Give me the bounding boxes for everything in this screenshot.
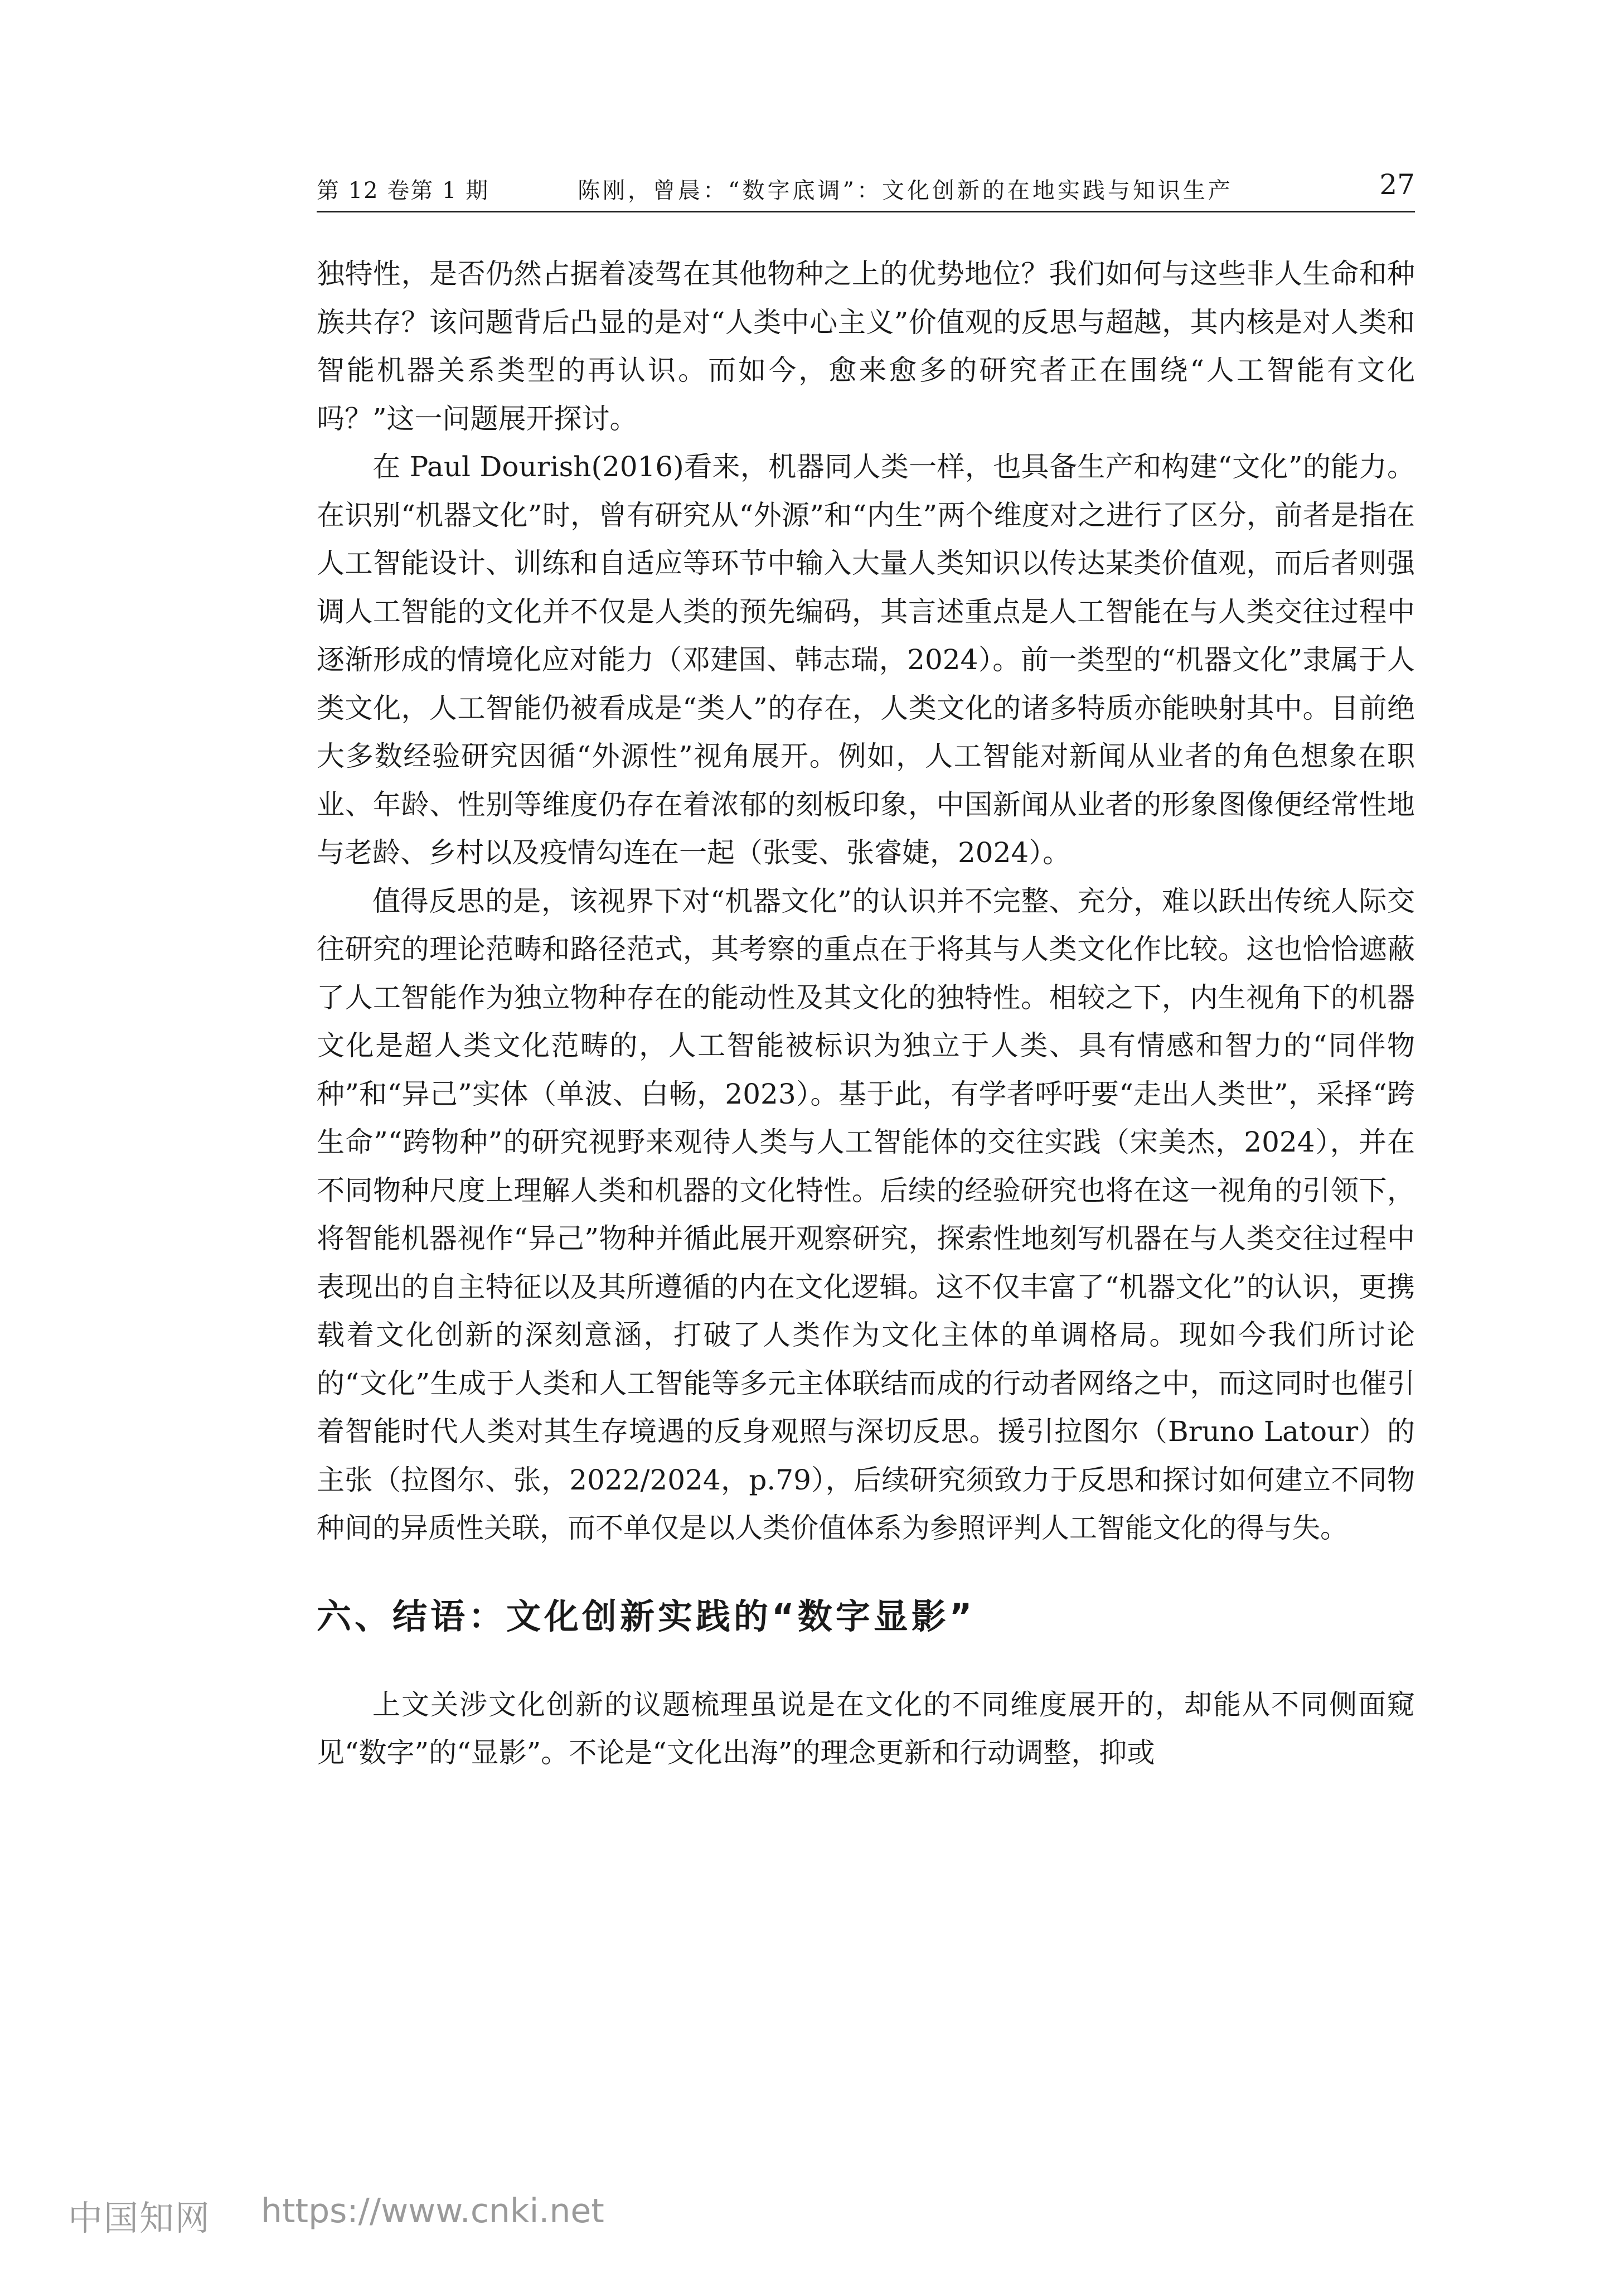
cnki-logo-text: 中国知网 xyxy=(68,2198,211,2238)
article-body xyxy=(317,250,1415,1777)
paragraph-conclusion: 上文关涉文化创新的议题梳理虽说是在文化的不同维度展开的，却能从不同侧面窥见“数字”的“显影”。不论是“文化出海”的理念更新和行动调整，抑或 xyxy=(317,1688,1415,1769)
journal-volume-issue: 第 12 卷第 1 期 xyxy=(317,178,489,204)
paragraph-reflection: 值得反思的是，该视界下对“机器文化”的认识并不完整、充分，难以跃出传统人际交往研究的理论范畴和路径范式，其考察的重点在于将其与人类文化作比较。这也恰恰遮蔽了人工智能作为独立物种存在的能动性及其文化的独特性。相较之下，内生视角下的机器文化是超人类文化范畴的，人工智能被标识为独立于人类、具有情感和智力的“同伴物种”和“异己”实体（单波、白畅，2023）。基于此，有学者呼吁要“走出人类世”，采择“跨生命”“跨物种”的研究视野来观待人类与人工智能体的交往实践（宋美杰，2024），并在不同物种尺度上理解人类和机器的文化特性。后续的经验研究也将在这一视角的引领下，将智能机器视作“异己”物种并循此展开观察研究，探索性地刻写机器在与人类交往过程中表现出的自主特征以及其所遵循的内在文化逻辑。这不仅丰富了“机器文化”的认识，更携载着文化创新的深刻意涵，打破了人类作为文化主体的单调格局。现如今我们所讨论的“文化”生成于人类和人工智能等多元主体联结而成的行动者网络之中，而这同时也催引着智能时代人类对其生存境遇的反身观照与深切反思。援引拉图尔（Bruno Latour）的主张（拉图尔、张，2022/2024，p.79），后续研究须致力于反思和探讨如何建立不同物种间的异质性关联，而不单仅是以人类价值体系为参照评判人工智能文化的得与失。 xyxy=(317,884,1415,1544)
section-heading: 六、结语：文化创新实践的“数字显影” xyxy=(317,1595,976,1637)
cnki-url[interactable]: https://www.cnki.net xyxy=(261,2192,604,2231)
paragraph-machine-culture: 在 Paul Dourish(2016)看来，机器同人类一样，也具备生产和构建“文化”的能力。在识别“机器文化”时，曾有研究从“外源”和“内生”两个维度对之进行了区分，前者是指在人工智能设计、训练和自适应等环节中输入大量人类知识以传达某类价值观，而后者则强调人工智能的文化并不仅是人类的预先编码，其言述重点是人工智能在与人类交往过程中逐渐形成的情境化应对能力（邓建国、韩志瑞，2024）。前一类型的“机器文化”隶属于人类文化，人工智能仍被看成是“类人”的存在，人类文化的诸多特质亦能映射其中。目前绝大多数经验研究因循“外源性”视角展开。例如，人工智能对新闻从业者的角色想象在职业、年龄、性别等维度仍存在着浓郁的刻板印象，中国新闻从业者的形象图像便经常性地与老龄、乡村以及疫情勾连在一起（张雯、张睿婕，2024）。 xyxy=(317,451,1415,869)
page-number: 27 xyxy=(1379,168,1415,201)
running-title: 陈刚，曾晨：“数字底调”：文化创新的在地实践与知识生产 xyxy=(578,178,1233,204)
running-header xyxy=(317,167,1415,212)
paragraph-continued: 独特性，是否仍然占据着凌驾在其他物种之上的优势地位？我们如何与这些非人生命和种族共存？该问题背后凸显的是对“人类中心主义”价值观的反思与超越，其内核是对人类和智能机器关系类型的再认识。而如今，愈来愈多的研究者正在围绕“人工智能有文化吗？”这一问题展开探讨。 xyxy=(317,258,1415,435)
